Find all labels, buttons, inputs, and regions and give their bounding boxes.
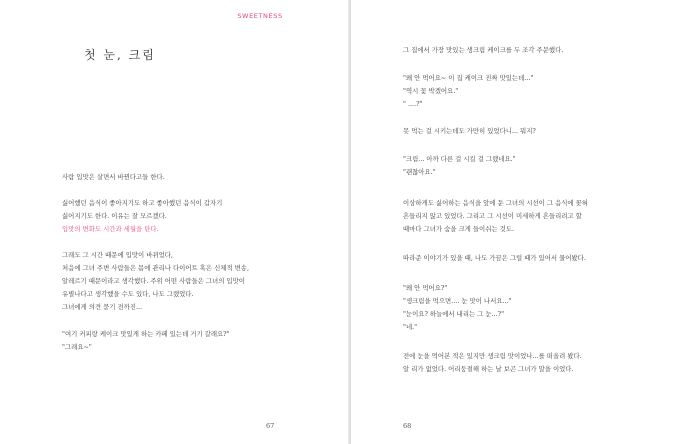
body-line: 흔들리지 않고 있었다. 그리고 그 시선이 미세하게 흔들리려고 할 — [403, 212, 582, 220]
body-line: 못 먹는 걸 시키는데도 가만히 있었다니... 뭐지? — [403, 127, 536, 135]
body-line: 싫어지기도 한다. 이유는 잘 모르겠다. — [62, 212, 167, 220]
body-line: 전에 눈을 먹어본 적은 있지만 생크림 맛이었나...를 떠올려 봤다. — [403, 352, 582, 360]
dialogue-line: "그래요~" — [62, 343, 92, 351]
chapter-title: 첫 눈, 크림 — [84, 48, 156, 62]
body-line: 알 리가 없었다. 어리둥절해 하는 날 보곤 그녀가 말을 이었다. — [403, 365, 574, 373]
body-line: 이상하게도 싫어하는 음식을 앞에 둔 그녀의 시선이 그 음식에 꽂혀 — [403, 199, 588, 207]
page-number: 67 — [266, 422, 275, 430]
body-line: 사람 입맛은 살면서 바뀐다고들 한다. — [62, 173, 165, 181]
dialogue-line: "네." — [403, 323, 418, 331]
running-head: SWEETNESS — [237, 12, 283, 20]
body-line: 그녀에게 의견 묻기 전까진... — [62, 303, 143, 311]
body-line: 그 집에서 가장 맛있는 생크림 케이크를 두 조각 주문했다. — [403, 46, 564, 54]
dialogue-line: "왜 안 먹어요~ 이 집 케이크 진짜 맛있는데..." — [403, 74, 534, 82]
dialogue-line: "여기 커피랑 케이크 맛있게 하는 카페 있는데 거기 갈래요?" — [62, 330, 230, 338]
dialogue-line: " ....?" — [403, 100, 423, 108]
body-line: 싫어했던 음식이 좋아지기도 하고 좋아했던 음식이 갑자기 — [62, 199, 223, 207]
body-line: 알레르기 때문이라고 생각했다. 주위 어떤 사람들은 그녀의 입맛이 — [62, 277, 245, 285]
body-line: 처음에 그녀 주변 사람들은 몸에 관리나 다이어트 혹은 신체적 변송, — [62, 264, 249, 272]
dialogue-line: "왜 안 먹어요?" — [403, 284, 448, 292]
body-line: 유별나다고 생각했을 수도 있다, 나도 그랬었다. — [62, 290, 194, 298]
page-number: 68 — [403, 422, 412, 430]
body-line: 때마다 그녀가 숨을 크게 들이쉬는 것도. — [403, 225, 514, 233]
body-line: 따라준 이야기가 있을 때, 나도 가끔은 그럴 때가 있어서 물어봤다. — [403, 254, 586, 262]
body-line: 그래도 그 시간 때문에 입맛이 바뀌었다, — [62, 251, 173, 259]
dialogue-line: "눈이요? 하늘에서 내리는 그 눈...?" — [403, 310, 505, 318]
left-page — [0, 0, 349, 444]
highlighted-line: 입맛의 변화도 시간과 세월을 탄다. — [62, 225, 159, 233]
dialogue-line: "크림... 아까 다른 걸 시킬 걸 그랬네요." — [403, 155, 516, 163]
right-page — [351, 0, 700, 444]
dialogue-line: "생크림을 먹으면.... 눈 맛이 나서요..." — [403, 297, 512, 305]
dialogue-line: "괜찮아요." — [403, 168, 436, 176]
dialogue-line: "역시 꽃 박겠어요." — [403, 87, 459, 95]
